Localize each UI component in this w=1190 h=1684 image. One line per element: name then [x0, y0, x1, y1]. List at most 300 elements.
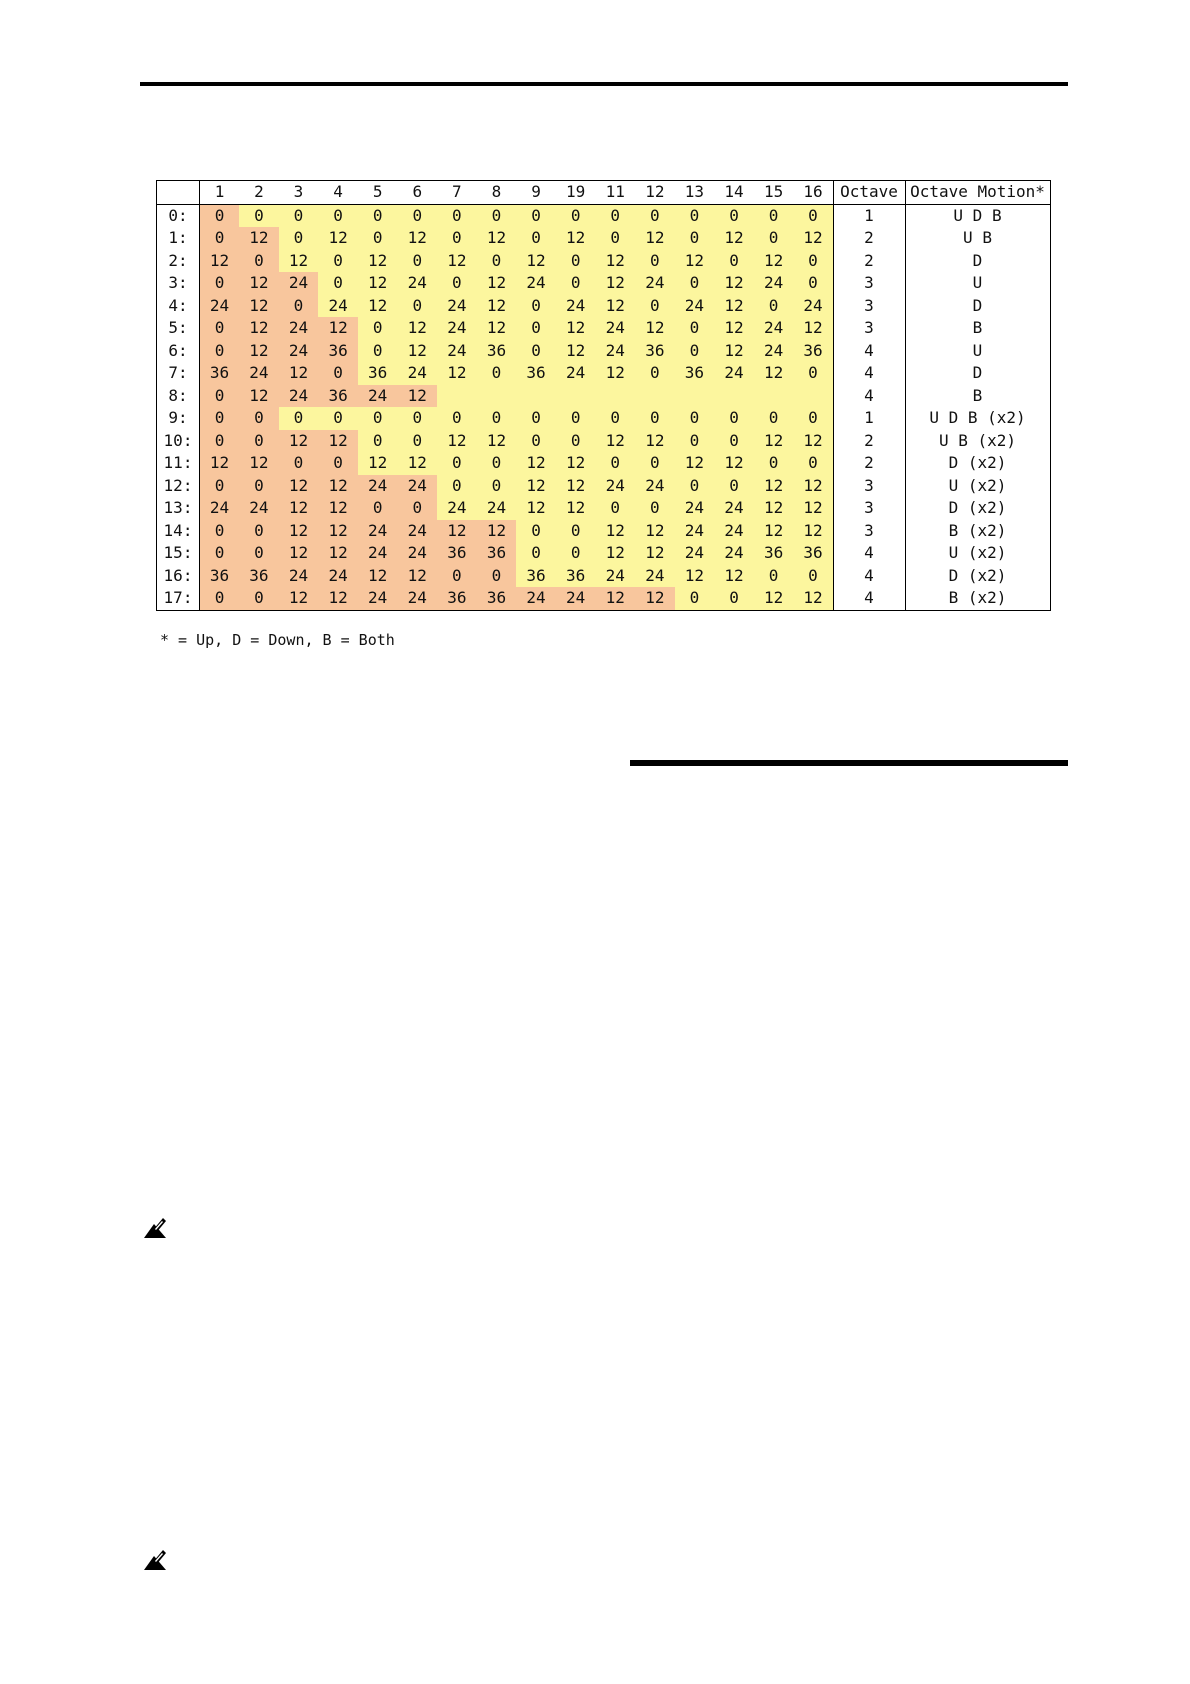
table-cell: 12: [516, 250, 556, 273]
octave-table: [156, 180, 1051, 611]
table-cell: 0: [239, 520, 279, 543]
pencil-note-icon: [142, 1216, 168, 1240]
table-cell: 12: [754, 430, 794, 453]
table-cell: 0: [516, 542, 556, 565]
table-cell: 12: [714, 452, 754, 475]
table-cell: 0: [477, 452, 517, 475]
table-cell: 12: [635, 587, 675, 610]
table-cell: 0: [200, 340, 240, 363]
column-header: 13: [675, 181, 715, 205]
table-cell: 12: [516, 475, 556, 498]
table-cell: 36: [318, 385, 358, 408]
table-cell: 0: [635, 452, 675, 475]
table-cell: 12: [714, 565, 754, 588]
row-label: 4:: [157, 295, 200, 318]
table-cell: [556, 385, 596, 408]
table-cell: 12: [397, 385, 437, 408]
table-cell: 24: [397, 475, 437, 498]
table-footnote: * = Up, D = Down, B = Both: [160, 631, 395, 649]
table-row: [157, 475, 1051, 498]
table-cell: [595, 385, 635, 408]
table-cell: 24: [397, 362, 437, 385]
table-cell: 12: [437, 362, 477, 385]
table-cell: 24: [397, 587, 437, 610]
table-cell: 12: [595, 587, 635, 610]
table-cell: 0: [397, 295, 437, 318]
table-cell: 12: [477, 520, 517, 543]
table-cell: 12: [635, 542, 675, 565]
table-cell: 12: [358, 295, 398, 318]
table-cell: 12: [279, 362, 319, 385]
table-cell: 0: [516, 227, 556, 250]
table-cell: 24: [279, 272, 319, 295]
table-cell: 12: [754, 520, 794, 543]
table-row: [157, 542, 1051, 565]
table-cell: 12: [556, 497, 596, 520]
table-cell: 12: [595, 295, 635, 318]
table-cell: 0: [516, 295, 556, 318]
table-cell: 0: [200, 204, 240, 227]
octave-cell: 3: [833, 520, 905, 543]
table-cell: 0: [318, 452, 358, 475]
table-cell: 0: [793, 407, 833, 430]
column-header: 5: [358, 181, 398, 205]
table-cell: 12: [556, 452, 596, 475]
column-header: 7: [437, 181, 477, 205]
table-cell: 24: [279, 340, 319, 363]
table-cell: 12: [714, 317, 754, 340]
table-cell: 0: [477, 407, 517, 430]
octave-cell: 4: [833, 385, 905, 408]
table-cell: 24: [714, 542, 754, 565]
table-cell: 12: [318, 430, 358, 453]
table-cell: 24: [675, 497, 715, 520]
table-cell: 0: [675, 430, 715, 453]
table-cell: 36: [516, 362, 556, 385]
octave-motion-cell: U B: [905, 227, 1050, 250]
table-cell: 12: [318, 475, 358, 498]
row-label: 3:: [157, 272, 200, 295]
table-cell: 0: [793, 565, 833, 588]
table-cell: 0: [358, 407, 398, 430]
table-cell: 0: [556, 430, 596, 453]
table-cell: 0: [200, 542, 240, 565]
table-cell: 12: [239, 452, 279, 475]
table-cell: 0: [437, 565, 477, 588]
table-cell: 36: [754, 542, 794, 565]
table-cell: 0: [754, 407, 794, 430]
row-label: 14:: [157, 520, 200, 543]
table-cell: 12: [793, 227, 833, 250]
row-label: 8:: [157, 385, 200, 408]
section-rule: [630, 760, 1068, 766]
table-cell: 0: [714, 407, 754, 430]
table-cell: 0: [279, 227, 319, 250]
octave-cell: 2: [833, 250, 905, 273]
table-cell: 24: [675, 542, 715, 565]
table-cell: 36: [437, 542, 477, 565]
table-row: [157, 272, 1051, 295]
table-cell: 12: [397, 565, 437, 588]
table-cell: 12: [279, 587, 319, 610]
table-cell: 12: [318, 497, 358, 520]
table-cell: 24: [793, 295, 833, 318]
table-cell: 24: [239, 497, 279, 520]
table-cell: 12: [318, 587, 358, 610]
table-cell: 0: [595, 407, 635, 430]
table-cell: 0: [675, 407, 715, 430]
table-cell: 12: [279, 542, 319, 565]
table-cell: 0: [318, 204, 358, 227]
table-cell: 24: [714, 520, 754, 543]
table-cell: 0: [358, 430, 398, 453]
octave-motion-column-header: Octave Motion*: [905, 181, 1050, 205]
table-cell: 0: [516, 317, 556, 340]
table-cell: 24: [754, 340, 794, 363]
octave-motion-cell: D: [905, 295, 1050, 318]
table-cell: 0: [556, 272, 596, 295]
table-cell: 12: [397, 340, 437, 363]
table-cell: 36: [793, 542, 833, 565]
table-cell: 12: [318, 317, 358, 340]
table-cell: 12: [675, 452, 715, 475]
table-cell: 12: [635, 227, 675, 250]
table-row: [157, 295, 1051, 318]
octave-cell: 4: [833, 587, 905, 610]
octave-cell: 3: [833, 475, 905, 498]
table-cell: 24: [714, 497, 754, 520]
table-cell: 0: [754, 227, 794, 250]
table-cell: 12: [279, 475, 319, 498]
table-cell: 0: [200, 317, 240, 340]
table-cell: 24: [279, 317, 319, 340]
table-cell: 36: [635, 340, 675, 363]
column-header: 19: [556, 181, 596, 205]
column-header: 16: [793, 181, 833, 205]
table-cell: 0: [477, 362, 517, 385]
table-cell: 36: [477, 340, 517, 363]
table-cell: 36: [437, 587, 477, 610]
octave-motion-cell: U B (x2): [905, 430, 1050, 453]
table-cell: 0: [437, 272, 477, 295]
table-cell: 24: [675, 520, 715, 543]
octave-cell: 4: [833, 542, 905, 565]
octave-motion-cell: B (x2): [905, 587, 1050, 610]
table-cell: 12: [595, 250, 635, 273]
table-cell: 0: [516, 204, 556, 227]
row-label: 17:: [157, 587, 200, 610]
table-cell: 24: [358, 520, 398, 543]
table-cell: 0: [200, 587, 240, 610]
table-cell: 0: [358, 317, 398, 340]
table-cell: 12: [477, 317, 517, 340]
table-cell: 0: [675, 475, 715, 498]
table-cell: 0: [239, 407, 279, 430]
table-cell: 0: [200, 385, 240, 408]
table-row: [157, 520, 1051, 543]
table-cell: 0: [635, 250, 675, 273]
table-cell: 24: [200, 295, 240, 318]
table-cell: 24: [397, 520, 437, 543]
row-label: 16:: [157, 565, 200, 588]
table-row: [157, 362, 1051, 385]
table-cell: 12: [437, 520, 477, 543]
column-header: 3: [279, 181, 319, 205]
table-cell: 12: [477, 272, 517, 295]
table-cell: 12: [714, 272, 754, 295]
table-cell: 0: [279, 295, 319, 318]
table-cell: 0: [239, 430, 279, 453]
table-cell: 12: [754, 497, 794, 520]
table-cell: 0: [279, 407, 319, 430]
table-cell: 0: [477, 250, 517, 273]
table-cell: 24: [437, 317, 477, 340]
table-cell: 0: [516, 430, 556, 453]
octave-cell: 3: [833, 497, 905, 520]
table-cell: 36: [200, 565, 240, 588]
table-cell: 0: [793, 250, 833, 273]
table-cell: 24: [595, 340, 635, 363]
row-label: 7:: [157, 362, 200, 385]
column-header: 2: [239, 181, 279, 205]
table-cell: 24: [595, 317, 635, 340]
octave-cell: 3: [833, 317, 905, 340]
column-header: 12: [635, 181, 675, 205]
table-cell: 0: [477, 565, 517, 588]
table-cell: 12: [595, 272, 635, 295]
table-cell: 24: [397, 542, 437, 565]
table-cell: 24: [279, 385, 319, 408]
table-cell: 12: [477, 227, 517, 250]
table-cell: 12: [397, 317, 437, 340]
table-cell: 12: [279, 250, 319, 273]
table-cell: 24: [358, 542, 398, 565]
column-header: 8: [477, 181, 517, 205]
table-cell: 24: [279, 565, 319, 588]
octave-cell: 2: [833, 227, 905, 250]
octave-motion-cell: B: [905, 317, 1050, 340]
table-cell: 12: [635, 430, 675, 453]
table-cell: [516, 385, 556, 408]
table-cell: 24: [358, 587, 398, 610]
table-cell: 24: [397, 272, 437, 295]
table-cell: 0: [318, 250, 358, 273]
octave-motion-cell: D (x2): [905, 565, 1050, 588]
table-cell: 0: [358, 340, 398, 363]
table-cell: 12: [516, 497, 556, 520]
table-cell: 24: [714, 362, 754, 385]
table-cell: 0: [437, 475, 477, 498]
table-cell: 36: [318, 340, 358, 363]
table-row: [157, 565, 1051, 588]
row-label: 0:: [157, 204, 200, 227]
octave-table-container: [156, 180, 1051, 611]
octave-cell: 1: [833, 407, 905, 430]
octave-cell: 4: [833, 362, 905, 385]
table-cell: 12: [239, 340, 279, 363]
table-cell: 12: [556, 340, 596, 363]
pencil-note-icon: [142, 1548, 168, 1572]
table-cell: 12: [793, 520, 833, 543]
table-cell: 0: [437, 452, 477, 475]
table-cell: 0: [477, 475, 517, 498]
row-label: 5:: [157, 317, 200, 340]
table-cell: 0: [714, 587, 754, 610]
table-cell: 36: [556, 565, 596, 588]
table-cell: 24: [635, 475, 675, 498]
row-label: 12:: [157, 475, 200, 498]
row-label: 13:: [157, 497, 200, 520]
table-cell: 12: [516, 452, 556, 475]
table-cell: 12: [477, 430, 517, 453]
table-cell: 0: [477, 204, 517, 227]
table-cell: 24: [635, 272, 675, 295]
table-cell: 12: [318, 227, 358, 250]
row-label: 2:: [157, 250, 200, 273]
octave-cell: 2: [833, 452, 905, 475]
table-cell: 12: [675, 565, 715, 588]
table-cell: 0: [200, 520, 240, 543]
table-row: [157, 385, 1051, 408]
table-cell: 12: [714, 227, 754, 250]
table-cell: 24: [675, 295, 715, 318]
row-label: 10:: [157, 430, 200, 453]
table-cell: 24: [556, 362, 596, 385]
table-cell: 12: [239, 295, 279, 318]
table-cell: 12: [358, 272, 398, 295]
table-cell: 0: [358, 204, 398, 227]
table-cell: 0: [516, 520, 556, 543]
table-cell: 12: [318, 520, 358, 543]
table-cell: 0: [754, 452, 794, 475]
table-cell: 12: [239, 227, 279, 250]
table-cell: 24: [318, 295, 358, 318]
table-cell: 12: [714, 340, 754, 363]
table-cell: 0: [397, 497, 437, 520]
table-cell: 0: [318, 272, 358, 295]
table-cell: [437, 385, 477, 408]
table-cell: 0: [793, 272, 833, 295]
table-cell: 12: [477, 295, 517, 318]
table-cell: 0: [239, 475, 279, 498]
table-cell: 24: [556, 587, 596, 610]
top-rule: [140, 82, 1068, 86]
table-cell: 12: [397, 452, 437, 475]
column-header: 1: [200, 181, 240, 205]
table-cell: 0: [675, 227, 715, 250]
table-cell: 24: [635, 565, 675, 588]
table-cell: 12: [437, 430, 477, 453]
table-cell: 36: [477, 542, 517, 565]
column-header: 14: [714, 181, 754, 205]
table-cell: 0: [714, 475, 754, 498]
table-cell: 36: [477, 587, 517, 610]
table-cell: 12: [279, 520, 319, 543]
table-cell: 12: [793, 317, 833, 340]
table-cell: 24: [239, 362, 279, 385]
table-cell: 0: [635, 407, 675, 430]
table-cell: 0: [200, 407, 240, 430]
octave-cell: 3: [833, 295, 905, 318]
table-cell: 0: [200, 272, 240, 295]
table-cell: 12: [437, 250, 477, 273]
table-cell: 24: [516, 587, 556, 610]
table-cell: 24: [200, 497, 240, 520]
table-cell: 0: [714, 430, 754, 453]
table-cell: 0: [754, 565, 794, 588]
table-cell: 36: [516, 565, 556, 588]
table-cell: 0: [239, 542, 279, 565]
table-cell: 0: [595, 227, 635, 250]
octave-cell: 4: [833, 565, 905, 588]
table-cell: 0: [437, 204, 477, 227]
table-cell: 0: [793, 452, 833, 475]
row-label: 6:: [157, 340, 200, 363]
table-cell: 36: [358, 362, 398, 385]
table-cell: 0: [556, 250, 596, 273]
table-cell: [477, 385, 517, 408]
table-cell: 0: [358, 497, 398, 520]
table-cell: 12: [200, 250, 240, 273]
table-cell: 0: [437, 227, 477, 250]
table-cell: 0: [437, 407, 477, 430]
table-cell: 12: [279, 430, 319, 453]
table-cell: 12: [635, 317, 675, 340]
table-cell: 24: [358, 475, 398, 498]
column-header: 6: [397, 181, 437, 205]
table-cell: 0: [397, 407, 437, 430]
table-cell: 0: [754, 204, 794, 227]
table-header-row: [157, 181, 1051, 205]
octave-motion-cell: B: [905, 385, 1050, 408]
table-cell: 12: [595, 520, 635, 543]
octave-motion-cell: U: [905, 340, 1050, 363]
row-label: 1:: [157, 227, 200, 250]
column-header: 9: [516, 181, 556, 205]
table-cell: 24: [556, 295, 596, 318]
table-row: [157, 317, 1051, 340]
column-header: 4: [318, 181, 358, 205]
table-row: [157, 227, 1051, 250]
table-cell: 0: [397, 250, 437, 273]
table-cell: 12: [793, 587, 833, 610]
table-cell: 0: [793, 362, 833, 385]
table-cell: 0: [635, 497, 675, 520]
table-cell: 24: [754, 272, 794, 295]
table-cell: 12: [397, 227, 437, 250]
table-cell: [793, 385, 833, 408]
table-cell: 24: [358, 385, 398, 408]
octave-motion-cell: D: [905, 362, 1050, 385]
table-row: [157, 430, 1051, 453]
table-row: [157, 340, 1051, 363]
table-cell: 0: [200, 475, 240, 498]
octave-motion-cell: B (x2): [905, 520, 1050, 543]
octave-motion-cell: U: [905, 272, 1050, 295]
table-cell: 0: [675, 204, 715, 227]
table-cell: 36: [793, 340, 833, 363]
table-cell: 12: [279, 497, 319, 520]
octave-motion-cell: U D B: [905, 204, 1050, 227]
table-cell: 12: [358, 452, 398, 475]
table-cell: [635, 385, 675, 408]
column-header: 11: [595, 181, 635, 205]
table-cell: 0: [200, 430, 240, 453]
column-header: 15: [754, 181, 794, 205]
row-label: 9:: [157, 407, 200, 430]
table-cell: 24: [754, 317, 794, 340]
octave-cell: 2: [833, 430, 905, 453]
